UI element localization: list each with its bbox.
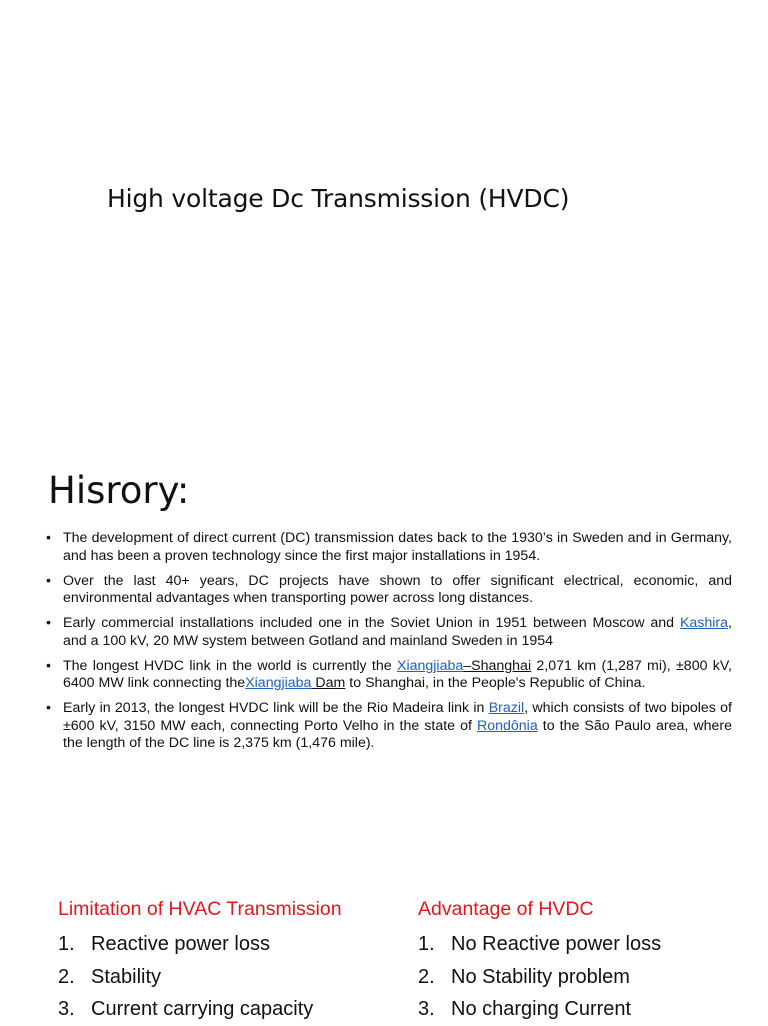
link-rondonia[interactable]: Rondônia (476, 717, 538, 734)
bullet-text: , which consists of two bipoles of ±600 kV, 3150 MW each, connecting Porto Velho in the state of (63, 700, 732, 734)
advantages-list (418, 928, 748, 1026)
bullet-text: The longest HVDC link in the world is currently the (63, 657, 397, 674)
bullet-text: , and a 100 kV, 20 MW system between Gotland and mainland Sweden in 1954 (63, 615, 732, 649)
item-number: 1. (58, 933, 75, 955)
advantages-column (418, 896, 748, 1026)
link-kashira[interactable]: Kashira (679, 615, 729, 631)
item-number: 2. (418, 965, 435, 988)
item-text: Stability (91, 965, 162, 988)
bullet-text: Over the last 40+ years, DC projects have shown to offer significant electrical, economic, and environmental advantages when transporting power across long distances. (63, 572, 732, 606)
advantages-heading: Advantage of HVDC (418, 898, 594, 920)
history-bullet-list (46, 530, 732, 760)
bullet-marker: • (46, 530, 51, 546)
limitation-item (58, 993, 388, 1026)
item-text: Current carrying capacity (91, 998, 314, 1020)
item-text: Reactive power loss (91, 933, 270, 955)
bullet-marker: • (46, 700, 51, 716)
history-bullet-4 (46, 658, 732, 693)
bullet-text: The development of direct current (DC) transmission dates back to the 1930’s in Sweden and in Germany, and has been a proven technology since the first major installations in 1954. (63, 530, 732, 564)
item-text: No Stability problem (451, 965, 630, 988)
limitation-item (58, 961, 388, 994)
link-xiangjiaba[interactable]: Xiangjiaba (396, 657, 464, 674)
advantage-item (418, 961, 748, 994)
limitations-list (58, 928, 388, 1026)
item-number: 1. (418, 933, 435, 955)
bullet-marker: • (46, 572, 51, 589)
item-text: No Reactive power loss (451, 933, 662, 955)
link-xiangjiaba-dam[interactable]: Xiangjiaba (245, 675, 312, 691)
item-number: 3. (58, 998, 75, 1020)
history-bullet-2 (46, 573, 732, 608)
limitations-column (58, 896, 388, 1026)
advantage-item (418, 928, 748, 961)
limitations-heading: Limitation of HVAC Transmission (58, 898, 342, 920)
history-bullet-3 (46, 615, 732, 650)
bullet-marker: • (46, 657, 51, 674)
link-brazil[interactable]: Brazil (488, 700, 525, 716)
history-bullet-5 (46, 700, 732, 753)
slide-title: High voltage Dc Transmission (HVDC) (107, 184, 570, 213)
bullet-text: to the São Paulo area, where the length of the DC line is 2,375 km (1,476 mile). (63, 717, 733, 751)
link-shanghai[interactable]: –Shanghai (463, 657, 532, 674)
item-text: No charging Current (451, 998, 632, 1020)
advantage-item (418, 993, 748, 1026)
item-number: 2. (58, 965, 75, 988)
bullet-marker: • (46, 615, 51, 631)
bullet-text: 2,071 km (1,287 mi), ±800 kV, 6400 MW link connecting the (63, 657, 732, 691)
history-bullet-1 (46, 530, 732, 565)
bullet-text: to Shanghai, in the People's Republic of China. (345, 675, 646, 691)
history-heading: Hisrory: (48, 469, 190, 512)
bullet-text: Early commercial installations included one in the Soviet Union in 1951 between Moscow and (63, 615, 680, 631)
bullet-text: Early in 2013, the longest HVDC link will be the Rio Madeira link in (63, 700, 489, 716)
limitation-item (58, 928, 388, 961)
item-number: 3. (418, 998, 435, 1020)
link-dam[interactable]: Dam (311, 675, 346, 691)
